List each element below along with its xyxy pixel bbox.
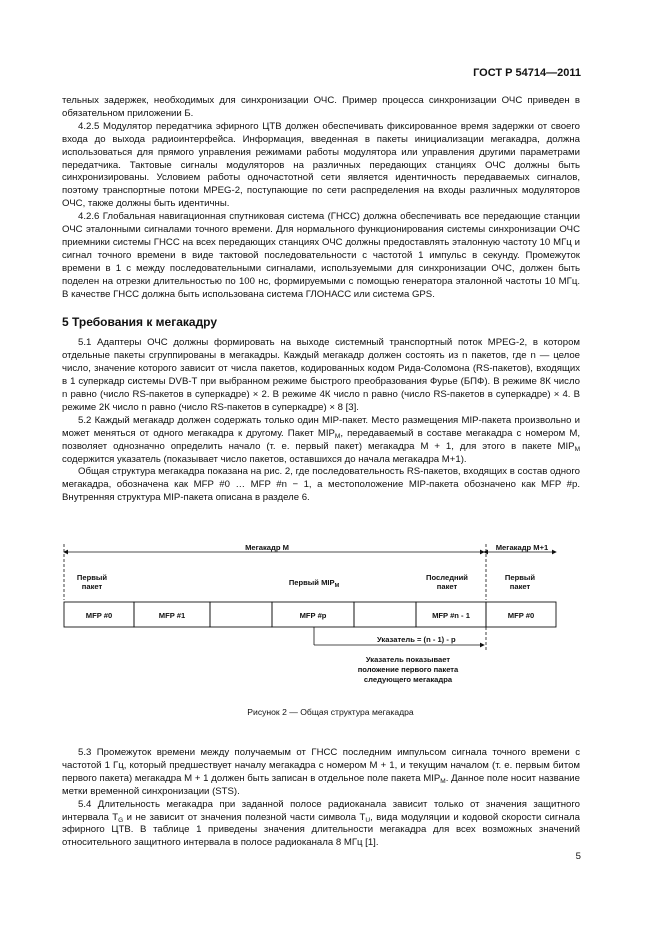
packet-cell-label: MFP #p [299, 611, 327, 620]
label-first-packet-next-line2: пакет [509, 582, 531, 591]
pointer-note-line2: положение первого пакета [357, 665, 459, 674]
pointer-note-line3: следующего мегакадра [363, 675, 453, 684]
pointer-note-line1: Указатель показывает [365, 655, 451, 664]
paragraph-5-2: 5.2 Каждый мегакадр должен содержать только один MIP-пакет. Место размещения MIP-пакета произвольно и может меняться от одного мегакадра к другому. Пакет $MIP_M$, передаваемый в составе мегакадра с номером M, позволяет однозначно определить начало (т. е. первый пакет) мегакадра M + 1, для этого в пакете $MIP_M$ содержится указатель (показывает число пакетов, оставшихся до начала мегакадра M+1). [62, 414, 580, 465]
label-first-packet-line2: пакет [81, 582, 103, 591]
paragraph-5-1: 5.1 Адаптеры ОЧС должны формировать на выходе системный транспортный поток MPEG-2, в котором отдельные пакеты сгруппированы в мегакадры. Каждый мегакадр должен состоять из n пакетов, где n — целое число, значение которого зависит от числа пакетов, кодированных кодом Рида-Соломона (RS-пакетов), входящих в 1 суперкадр системы DVB-T при выбранном режиме быстрого преобразования Фурье (БПФ). В режиме 8К число n равно (число RS-пакетов в суперкадре) × 2. В режиме 4К число n равно (число RS-пакетов в суперкадре) × 4. В режиме 2К число n равно (число RS-пакетов в суперкадре) × 8 [3]. [62, 337, 580, 413]
figure-caption: Рисунок 2 — Общая структура мегакадра [247, 707, 414, 717]
label-last-packet-line2: пакет [436, 582, 458, 591]
label-last-packet-line1: Последний [426, 573, 468, 582]
packet-cell [210, 602, 272, 627]
paragraph-structure: Общая структура мегакадра показана на рис. 2, где последовательность RS-пакетов, входящих в состав одного мегакадра, обозначена как MFP #0 … MFP #n − 1, а местоположение MIP-пакета обозначено как MFP #p. Внутренняя структура MIP-пакета описана в разделе 6. [62, 466, 580, 504]
label-first-packet-next-line1: Первый [504, 573, 536, 582]
packet-cell [354, 602, 416, 627]
section-title: 5 Требования к мегакадру [62, 314, 218, 329]
megaframe-diagram [62, 542, 580, 702]
paragraph-5-3: 5.3 Промежуток времени между получаемым от ГНСС последним импульсом сигнала точного времени с частотой 1 Гц, который предшествует началу мегакадра с номером M + 1, и текущим началом (т. е. первым битом первого пакета) мегакадра M + 1 должен быть записан в отдельное поле пакета $MIP_M$. Данное поле носит название метки временной синхронизации (STS). [62, 747, 580, 797]
label-first-mip: Первый $MIP_M$ [288, 578, 340, 589]
paragraph-5-4: 5.4 Длительность мегакадра при заданной полосе радиоканала зависит только от значения защитного интервала $T_G$ и не зависит от значения полезной части символа $T_U$, вида модуляции и кодовой скорости сигнала эфирного ЦТВ. В таблице 1 приведены значения длительности мегакадра для всех возможных значений относительного защитного интервала в полосе радиоканала 8 МГц [1]. [62, 798, 580, 849]
paragraph-continuation: тельных задержек, необходимых для синхронизации ОЧС. Пример процесса синхронизации ОЧС приведен в обязательном приложении Б. [62, 95, 580, 119]
pointer-formula: Указатель = (n - 1) - p [377, 635, 456, 644]
label-first-packet-line1: Первый [76, 573, 108, 582]
body-text-bottom [62, 747, 580, 850]
label-megaframe-m: Мегакадр М [245, 543, 289, 552]
document-header: ГОСТ Р 54714—2011 [473, 67, 581, 79]
packet-cell-label: MFP #1 [158, 611, 186, 620]
paragraph-4-2-6: 4.2.6 Глобальная навигационная спутниковая система (ГНСС) должна обеспечивать все передающие станции ОЧС эталонными сигналами точного времени. Для нормального функционирования системы синхронизации ОЧС приемники системы ГНСС на всех передающих станциях ОЧС должны предоставлять эталонную частоту 10 МГц и сигнал точного времени в виде тактовой последовательности с частотой 1 импульс в секунду. Промежуток времени в 1 с между последовательными сигналами, используемыми для синхронизации ОЧС, должен быть поделен на отрезки длительностью по 100 нс, формируемыми с помощью генератора эталонной частоты 10 МГц. В качестве ГНСС должна быть использована система ГЛОНАСС или система GPS. [62, 211, 580, 300]
packet-row [64, 602, 556, 627]
body-text-top [62, 95, 580, 505]
packet-cell-label: MFP #0 [85, 611, 113, 620]
packet-cell-label: MFP #n - 1 [432, 611, 470, 620]
label-megaframe-m1: Мегакадр М+1 [495, 543, 549, 552]
paragraph-4-2-5: 4.2.5 Модулятор передатчика эфирного ЦТВ должен обеспечивать фиксированное время задержки от своего входа до выхода радиоинтерфейса. Информация, введенная в пакеты инициализации мегакадра, должна использоваться для прямого управления режимами работы модулятора или управления другими параметрами передатчика. Тактовые сигналы модуляторов на различных передающих станциях ОЧС должны быть синхронизированы. Условием работы одночастотной сети является идентичность передаваемых сигналов, поэтому транспортные потоки MPEG-2, поступающие по сети распределения на входы различных модуляторов ОЧС, также должны быть идентичны. [62, 120, 580, 210]
page-number: 5 [575, 851, 581, 862]
packet-cell-label: MFP #0 [507, 611, 535, 620]
